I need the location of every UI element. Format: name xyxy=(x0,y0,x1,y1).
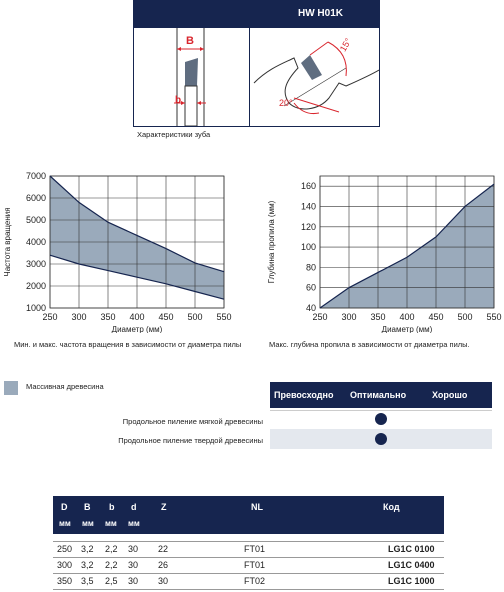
rpm-y-tick: 2000 xyxy=(25,281,46,291)
rating-row-label: Продольное пиление твердой древесины xyxy=(118,436,263,445)
cell-Z: 22 xyxy=(158,544,169,554)
rpm-y-tick: 4000 xyxy=(25,237,46,247)
cell-B: 3,2 xyxy=(81,560,94,570)
cell-b: 2,2 xyxy=(105,544,118,554)
saw-profile xyxy=(254,58,379,109)
rpm-chart xyxy=(0,168,245,333)
label-b: b xyxy=(175,95,182,106)
depth-chart xyxy=(265,168,504,333)
depth-xlabel: Диаметр (мм) xyxy=(381,325,433,333)
rating-dot-icon xyxy=(375,433,387,445)
rpm-x-tick: 450 xyxy=(158,312,174,322)
rpm-x-tick: 500 xyxy=(187,312,203,322)
cell-NL: FT01 xyxy=(244,544,266,554)
rpm-x-tick: 550 xyxy=(216,312,232,322)
cell-code: LG1C 1000 xyxy=(388,576,435,586)
tooth-drawing xyxy=(134,28,379,126)
col-B: B xyxy=(84,502,91,512)
rating-dot-icon xyxy=(375,413,387,425)
angle-line xyxy=(310,42,328,55)
col-d: d xyxy=(131,502,137,512)
tooth-caption: Характеристики зуба xyxy=(137,130,211,139)
tooth-title: HW H01K xyxy=(297,8,343,19)
rpm-xlabel: Диаметр (мм) xyxy=(111,325,163,333)
unit-D: мм xyxy=(59,519,71,528)
cell-d: 30 xyxy=(128,560,139,570)
tooth-characteristics-box xyxy=(133,0,380,127)
depth-y-tick: 80 xyxy=(305,262,316,273)
rpm-x-tick: 250 xyxy=(42,312,58,322)
cell-b: 2,2 xyxy=(105,560,118,570)
cell-D: 350 xyxy=(57,576,73,586)
cell-B: 3,5 xyxy=(81,576,94,586)
unit-B: мм xyxy=(82,519,94,528)
cell-Z: 26 xyxy=(158,560,169,570)
depth-y-tick: 40 xyxy=(305,303,316,313)
spec-table-header xyxy=(53,496,444,534)
unit-d: мм xyxy=(128,519,140,528)
col-D: D xyxy=(61,502,68,512)
arrow-icon xyxy=(177,47,181,51)
row-divider xyxy=(53,557,444,558)
cell-code: LG1C 0100 xyxy=(388,544,435,554)
depth-ylabel: Глубина пропила (мм) xyxy=(267,200,276,284)
depth-x-tick: 450 xyxy=(428,312,444,322)
depth-y-tick: 160 xyxy=(300,181,316,192)
depth-y-tick: 140 xyxy=(300,201,316,212)
blade-body xyxy=(185,86,197,126)
legend-swatch xyxy=(4,381,18,395)
depth-x-tick: 550 xyxy=(486,312,502,322)
arrow-icon xyxy=(197,101,201,105)
header-good: Хорошо xyxy=(432,390,468,400)
tooth-tip xyxy=(301,55,322,80)
table-row xyxy=(53,575,444,588)
rpm-x-tick: 350 xyxy=(100,312,116,322)
cell-D: 250 xyxy=(57,544,73,554)
cell-code: LG1C 0400 xyxy=(388,560,435,570)
cell-B: 3,2 xyxy=(81,544,94,554)
cell-Z: 30 xyxy=(158,576,169,586)
depth-y-tick: 120 xyxy=(300,221,316,232)
rpm-y-tick: 3000 xyxy=(25,259,46,269)
label-B: B xyxy=(186,35,194,47)
depth-x-tick: 500 xyxy=(457,312,473,322)
rpm-y-tick: 6000 xyxy=(25,193,46,203)
header-optimal: Оптимально xyxy=(350,390,407,400)
depth-y-tick: 100 xyxy=(300,242,316,253)
rpm-caption: Мин. и макс. частота вращения в зависимости от диаметра пилы xyxy=(14,340,242,349)
angle-top-label: 15° xyxy=(337,36,354,54)
cell-b: 2,5 xyxy=(105,576,118,586)
col-b: b xyxy=(109,502,115,512)
row-divider xyxy=(53,541,444,542)
cell-NL: FT02 xyxy=(244,576,266,586)
row-divider xyxy=(53,573,444,574)
unit-b: мм xyxy=(105,519,117,528)
cell-d: 30 xyxy=(128,544,139,554)
depth-x-tick: 250 xyxy=(312,312,328,322)
table-row xyxy=(53,559,444,572)
col-code: Код xyxy=(383,502,400,512)
divider xyxy=(270,410,492,411)
cell-NL: FT01 xyxy=(244,560,266,570)
col-NL: NL xyxy=(251,502,263,512)
tooth-section xyxy=(185,58,198,86)
rating-row-label: Продольное пиление мягкой древесины xyxy=(122,417,263,426)
rpm-y-tick: 5000 xyxy=(25,215,46,225)
col-Z: Z xyxy=(161,502,167,512)
header-excellent: Превосходно xyxy=(274,390,334,400)
legend-label: Массивная древесина xyxy=(26,382,104,391)
tooth-header xyxy=(134,1,379,28)
depth-x-tick: 350 xyxy=(370,312,386,322)
rpm-x-tick: 400 xyxy=(129,312,145,322)
table-row xyxy=(53,543,444,556)
cell-D: 300 xyxy=(57,560,73,570)
angle-bottom-label: 20° xyxy=(279,98,293,108)
depth-x-tick: 400 xyxy=(399,312,415,322)
depth-x-tick: 300 xyxy=(341,312,357,322)
depth-y-tick: 60 xyxy=(305,282,316,293)
arrow-icon xyxy=(181,101,185,105)
arrow-icon xyxy=(200,47,204,51)
cell-d: 30 xyxy=(128,576,139,586)
row-divider xyxy=(53,589,444,590)
rpm-x-tick: 300 xyxy=(71,312,87,322)
rpm-ylabel: Частота вращения xyxy=(3,207,12,277)
depth-caption: Макс. глубина пропила в зависимости от диаметра пилы. xyxy=(269,340,470,349)
rpm-y-tick: 7000 xyxy=(25,171,46,181)
ratings-header xyxy=(270,382,492,408)
rpm-y-tick: 1000 xyxy=(25,303,46,313)
